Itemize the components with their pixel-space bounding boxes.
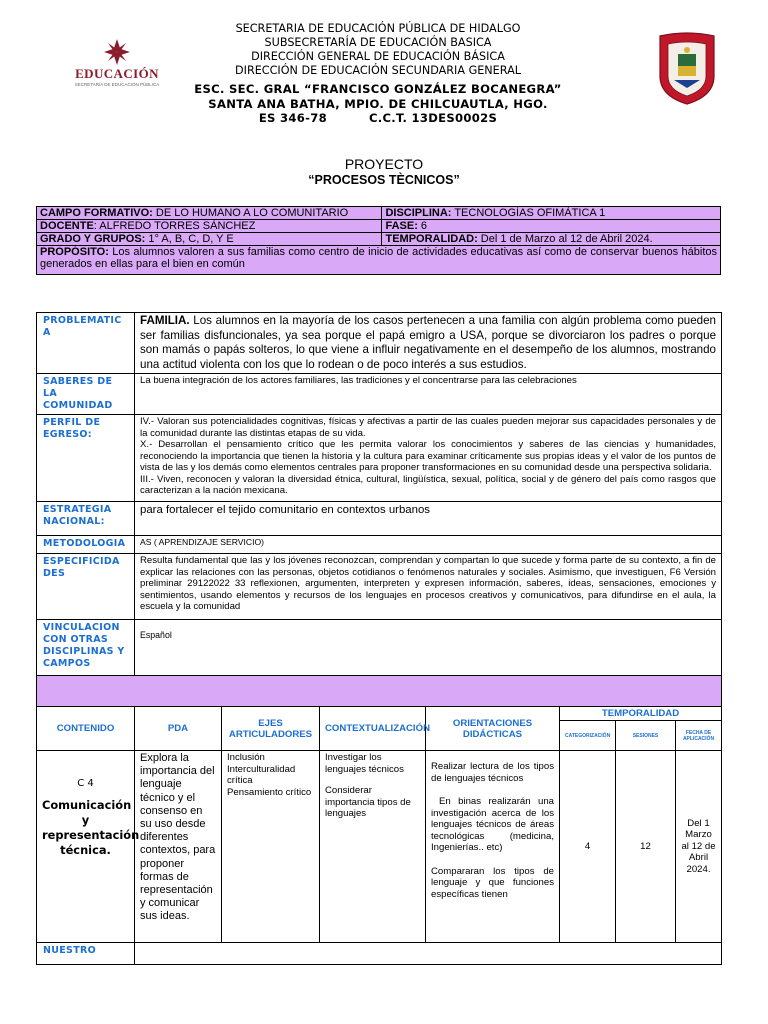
- categorizacion-cell: 4: [560, 751, 616, 943]
- campo-label: CAMPO FORMATIVO:: [40, 207, 153, 219]
- saberes-label: SABERES DE LA COMUNIDAD: [37, 374, 135, 415]
- disciplina-value: TECNOLOGÌAS OFIMÀTICA 1: [451, 207, 606, 219]
- nuestro-row: [37, 943, 722, 965]
- school-cct: C.C.T. 13DES0002S: [368, 111, 498, 125]
- header-line-2: SUBSECRETARÍA DE EDUCACIÓN BASICA: [264, 36, 492, 49]
- orientaciones-cell: [426, 751, 560, 943]
- eje-item: Pensamiento crítico: [227, 786, 312, 798]
- info-row: [37, 233, 721, 246]
- especificidades-label: ESPECIFICIDA DES: [37, 554, 135, 620]
- divider-row: [37, 676, 722, 707]
- institution-header: [170, 22, 586, 78]
- ejes-cell: [222, 751, 320, 943]
- info-row: [37, 246, 721, 275]
- vinculacion-text: Español: [135, 620, 722, 676]
- header-contenido: CONTENIDO: [37, 707, 135, 751]
- saberes-text: La buena integración de los actores familiares, las tradiciones y el concentrarse para las celebraciones: [135, 374, 722, 415]
- problematica-row: [37, 313, 722, 374]
- disciplina-cell: [382, 207, 721, 220]
- school-location: SANTA ANA BATHA, MPIO. DE CHILCUAUTLA, HGO.: [208, 96, 548, 111]
- problematica-body: Los alumnos en la mayoría de los casos pertenecen a una familia con algún problema como pueden ser familias disfuncionales, ya sea porque el papá emigro a USA, porque se divorciaron los padres o porque son mamás o papás solteros, lo que viene a influir negativamente en el desempeño de los alumnos, mostrando una actitud violenta con los que lo rodean o de poco interés a sus estudios.: [140, 314, 717, 371]
- contexto-item: Considerar importancia tipos de lenguajes: [325, 785, 411, 819]
- contexto-item: Investigar los lenguajes técnicos: [325, 752, 404, 775]
- estrategia-row: [37, 502, 722, 536]
- plan-content-row: [37, 751, 722, 943]
- saberes-row: [37, 374, 722, 415]
- orientacion-item: Compararan los tipos de lenguaje y que funciones específicas tienen: [431, 865, 554, 900]
- orientacion-item: Realizar lectura de los tipos de lenguajes técnicos: [431, 761, 554, 784]
- perfil-text: [135, 415, 722, 502]
- header-line-4: DIRECCIÓN DE EDUCACIÓN SECUNDARIA GENERAL: [235, 64, 521, 77]
- info-row: [37, 220, 721, 233]
- perfil-item: IV.- Valoran sus potencialidades cognitivas, físicas y afectivas a partir de las cuales pueden mejorar sus capacidades personales y de la comunidad durante las distintas etapas de su vida.: [140, 416, 717, 439]
- fase-value: 6: [417, 220, 428, 232]
- school-crest-icon: [654, 32, 720, 106]
- orientacion-item: En binas realizarán una investigación acerca de los lenguajes técnicos de áreas tecnológicas (medicina, Ingenierías.. etc): [431, 796, 554, 853]
- document-title: PROYECTO: [344, 156, 424, 172]
- header-orientaciones: ORIENTACIONES DIDÁCTICAS: [426, 707, 560, 751]
- sesiones-cell: 12: [616, 751, 676, 943]
- perfil-row: [37, 415, 722, 502]
- header-sesiones: SESIONES: [616, 721, 676, 751]
- project-info-table: [36, 206, 721, 275]
- proposito-cell: [37, 246, 721, 275]
- estrategia-label: ESTRATEGIA NACIONAL:: [37, 502, 135, 536]
- docente-label: DOCENTE: [40, 220, 94, 232]
- school-name: ESC. SEC. GRAL “FRANCISCO GONZÁLEZ BOCANEGRA”: [194, 82, 562, 96]
- metodologia-row: [37, 536, 722, 554]
- header-ejes: EJES ARTICULADORES: [222, 707, 320, 751]
- school-es: ES 346-78: [258, 111, 327, 125]
- school-codes: [170, 111, 586, 126]
- nuestro-label: NUESTRO: [37, 943, 135, 965]
- perfil-item: X.- Desarrollan el pensamiento crítico que les permita valorar los conocimientos y saberes de las ciencias y humanidades, reconociendo la importancia que tienen la historia y la cultura para examinar críticamente sus propias ideas y el valor de los puntos de vista de las y los demás como elementos centrales para proponer transformaciones en su comunidad desde una perspectiva solidaria.: [140, 439, 717, 473]
- flower-emblem-icon: [62, 38, 172, 68]
- problematica-label: PROBLEMATIC A: [37, 313, 135, 374]
- problematica-text: [135, 313, 722, 374]
- school-crest: [654, 32, 720, 106]
- contenido-title: Comunicación y representación técnica.: [42, 797, 140, 857]
- proposito-label: PROPÓSITO:: [40, 246, 109, 258]
- fase-cell: [382, 220, 721, 233]
- school-header: [170, 82, 586, 126]
- header-line-3: DIRECCIÓN GENERAL DE EDUCACIÓN BÁSICA: [251, 50, 505, 63]
- project-name: “PROCESOS TÈCNICOS”: [308, 173, 460, 187]
- estrategia-text: para fortalecer el tejido comunitario en contextos urbanos: [135, 502, 722, 536]
- campo-formativo-cell: [37, 207, 382, 220]
- header-fecha: FECHA DE APLICACIÓN: [676, 721, 722, 751]
- header-temporalidad: TEMPORALIDAD: [560, 707, 722, 721]
- temporalidad-value: Del 1 de Marzo al 12 de Abril 2024.: [477, 233, 653, 245]
- plan-header-row: [37, 707, 722, 721]
- contenido-cell: [37, 751, 140, 943]
- vinculacion-label: VINCULACION CON OTRAS DISCIPLINAS Y CAMPOS: [37, 620, 135, 676]
- sep-logo: [62, 38, 172, 94]
- perfil-item: III.- Viven, reconocen y valoran la diversidad étnica, cultural, lingüística, sexual, política, social y de género del país como rasgos que caracterizan a la nación mexicana.: [140, 473, 717, 496]
- metodologia-text: AS ( APRENDIZAJE SERVICIO): [135, 536, 722, 554]
- grado-label: GRADO Y GRUPOS:: [40, 233, 146, 245]
- pda-cell: Explora la importancia del lenguaje técnico y el consenso en su uso desde diferentes contextos, para proponer formas de representación y comunicar sus ideas.: [135, 751, 222, 943]
- docente-value: : ALFREDO TORRES SÀNCHEZ: [93, 220, 256, 232]
- proposito-value: Los alumnos valoren a sus familias como centro de inicio de actividades educativas así como de conservar buenos hábitos generados en ellas para el bien en común: [40, 246, 717, 270]
- metodologia-label: METODOLOGIA: [37, 536, 135, 554]
- grado-value: 1° A, B, C, D, Y E: [145, 233, 234, 245]
- eje-item: Inclusión: [227, 752, 265, 763]
- disciplina-label: DISCIPLINA:: [385, 207, 452, 219]
- vinculacion-row: [37, 620, 722, 676]
- grado-cell: [37, 233, 382, 246]
- header-line-1: SECRETARIA DE EDUCACIÓN PÚBLICA DE HIDALGO: [235, 22, 521, 35]
- contenido-code: C 4: [77, 778, 94, 789]
- especificidades-row: [37, 554, 722, 620]
- campo-value: DE LO HUMANO A LO COMUNITARIO: [152, 207, 349, 219]
- especificidades-text: Resulta fundamental que las y los jóvenes reconozcan, comprendan y compartan lo que sucede y forma parte de su contexto, a fin de explicar las relaciones con las personas, objetos cotidianos o fenómenos naturales y sociales. Asimismo, que investiguen, F6 Versión preliminar 29122022 33 reflexionen, argumenten, interpreten y expresen información, saberes, ideas, sensaciones, emociones y sentimientos, usando elementos y recursos de los lenguajes en procesos creativos y comunicativos, para difundirse en el aula, la escuela y la comunidad: [135, 554, 722, 620]
- temporalidad-cell: [382, 233, 721, 246]
- header-pda: PDA: [135, 707, 222, 751]
- project-plan-table: [36, 312, 722, 965]
- nuestro-text: [135, 943, 722, 965]
- logo-text: EDUCACIÓN: [75, 66, 159, 81]
- header-categorizacion: CATEGORIZACIÓN: [560, 721, 616, 751]
- perfil-label: PERFIL DE EGRESO:: [37, 415, 135, 502]
- header-contextualizacion: CONTEXTUALIZACIÓN: [320, 707, 426, 751]
- eje-item: Interculturalidad crítica: [227, 763, 296, 786]
- info-row: [37, 207, 721, 220]
- contextualizacion-cell: [320, 751, 426, 943]
- logo-subtext: SECRETARÍA DE EDUCACIÓN PÚBLICA: [74, 82, 160, 87]
- purple-divider: [37, 676, 722, 707]
- docente-cell: [37, 220, 382, 233]
- fecha-cell: Del 1 Marzo al 12 de Abril 2024.: [676, 751, 722, 943]
- fase-label: FASE:: [385, 220, 418, 232]
- problematica-bold: FAMILIA.: [140, 314, 190, 327]
- temporalidad-label: TEMPORALIDAD:: [385, 233, 478, 245]
